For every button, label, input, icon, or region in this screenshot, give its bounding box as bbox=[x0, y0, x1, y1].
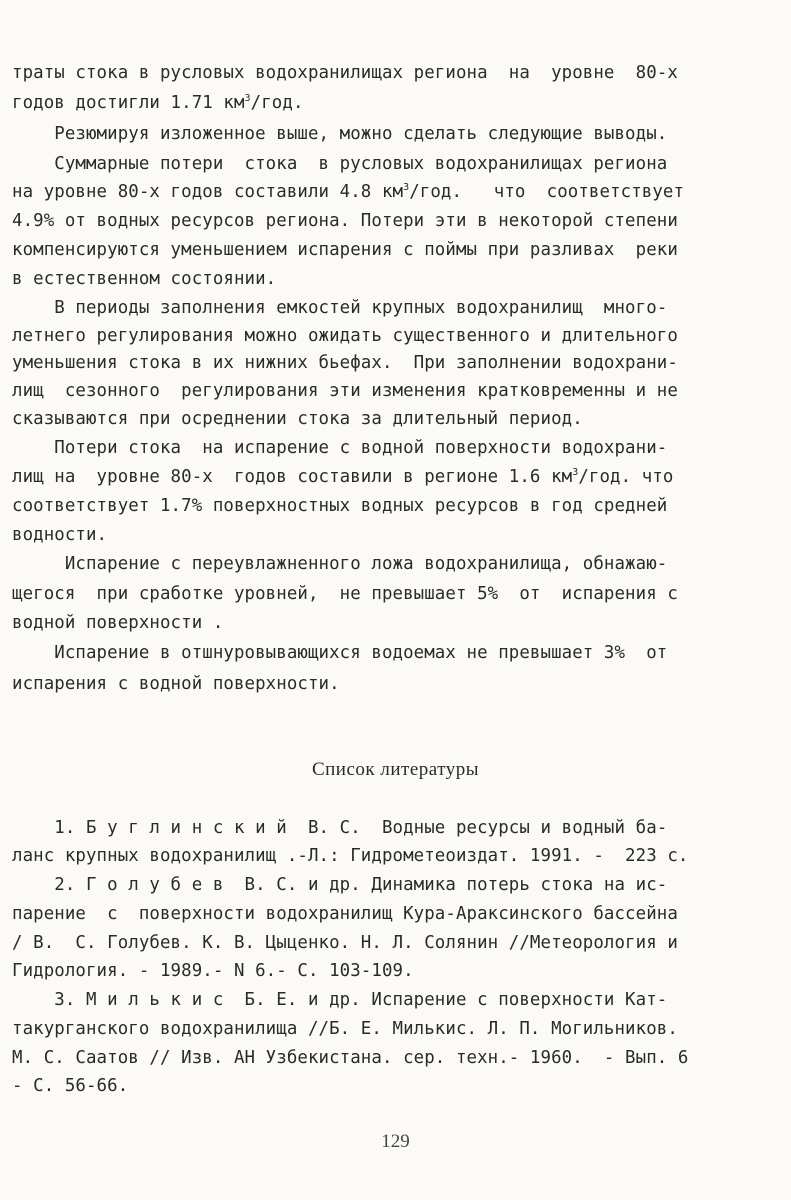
body-line-10: летнего регулирования можно ожидать существенного и длительного bbox=[12, 326, 678, 346]
references-heading: Список литературы bbox=[311, 759, 480, 780]
body-line-2: годов достигли 1.71 $км^3$/год. bbox=[12, 93, 304, 113]
body-line-22: испарения с водной поверхности. bbox=[12, 674, 340, 694]
reference-line: - С. 56-66. bbox=[12, 1076, 129, 1096]
reference-line: такурганского водохранилища //Б. Е. Милькис. Л. П. Могильников. bbox=[12, 1019, 678, 1039]
body-line-7: компенсируются уменьшением испарения с поймы при разливах реки bbox=[12, 240, 678, 260]
body-line-21: Испарение в отшнуровывающихся водоемах не превышает 3% от bbox=[12, 643, 668, 663]
body-line-16: соответствует 1.7% поверхностных водных ресурсов в год средней bbox=[12, 496, 668, 516]
body-line-18: Испарение с переувлажненного ложа водохранилища, обнажаю- bbox=[12, 554, 668, 574]
reference-line: ланс крупных водохранилищ .-Л.: Гидрометеоиздат. 1991. - 223 с. bbox=[12, 846, 689, 866]
superscript-3: 3 bbox=[572, 467, 579, 478]
body-line-15: лищ на уровне 80-х годов составили в регионе 1.6 $км^3$/год. что bbox=[12, 467, 674, 487]
body-line-17: водности. bbox=[12, 525, 108, 545]
body-line-4: Суммарные потери стока в русловых водохранилищах региона bbox=[12, 154, 668, 174]
superscript-3: 3 bbox=[403, 182, 410, 193]
body-line-14: Потери стока на испарение с водной поверхности водохрани- bbox=[12, 438, 668, 458]
body-line-6: 4.9% от водных ресурсов региона. Потери эти в некоторой степени bbox=[12, 211, 678, 231]
body-line-9: В периоды заполнения емкостей крупных водохранилищ много- bbox=[12, 298, 668, 318]
body-line-8: в естественном состоянии. bbox=[12, 269, 277, 289]
reference-line: 3. М и л ь к и с Б. Е. и др. Испарение с поверхности Кат- bbox=[12, 990, 668, 1010]
reference-line: Гидрология. - 1989.- N 6.- С. 103-109. bbox=[12, 961, 414, 981]
body-line-20: водной поверхности . bbox=[12, 613, 224, 633]
page-number: 129 bbox=[381, 1131, 410, 1152]
reference-line: / В. С. Голубев. К. В. Цыценко. Н. Л. Солянин //Метеорология и bbox=[12, 933, 678, 953]
body-line-5: на уровне 80-х годов составили 4.8 $км^3$/год. что соответствует bbox=[12, 182, 685, 202]
reference-line: парение с поверхности водохранилищ Кура-Араксинского бассейна bbox=[12, 904, 678, 924]
reference-line: М. С. Саатов // Изв. АН Узбекистана. сер. техн.- 1960. - Вып. 6 bbox=[12, 1048, 689, 1068]
body-line-19: щегося при сработке уровней, не превышает 5% от испарения с bbox=[12, 584, 678, 604]
body-line-11: уменьшения стока в их нижних бьефах. При заполнении водохрани- bbox=[12, 353, 678, 373]
reference-line: 1. Б у г л и н с к и й В. С. Водные ресурсы и водный ба- bbox=[12, 818, 668, 838]
reference-line: 2. Г о л у б е в В. С. и др. Динамика потерь стока на ис- bbox=[12, 875, 668, 895]
body-line-12: лищ сезонного регулирования эти изменения кратковременны и не bbox=[12, 381, 678, 401]
body-line-3: Резюмируя изложенное выше, можно сделать следующие выводы. bbox=[12, 124, 668, 144]
superscript-3: 3 bbox=[244, 93, 251, 104]
body-line-1: траты стока в русловых водохранилищах региона на уровне 80-х bbox=[12, 63, 678, 83]
body-line-13: сказываются при осреднении стока за длительный период. bbox=[12, 409, 583, 429]
